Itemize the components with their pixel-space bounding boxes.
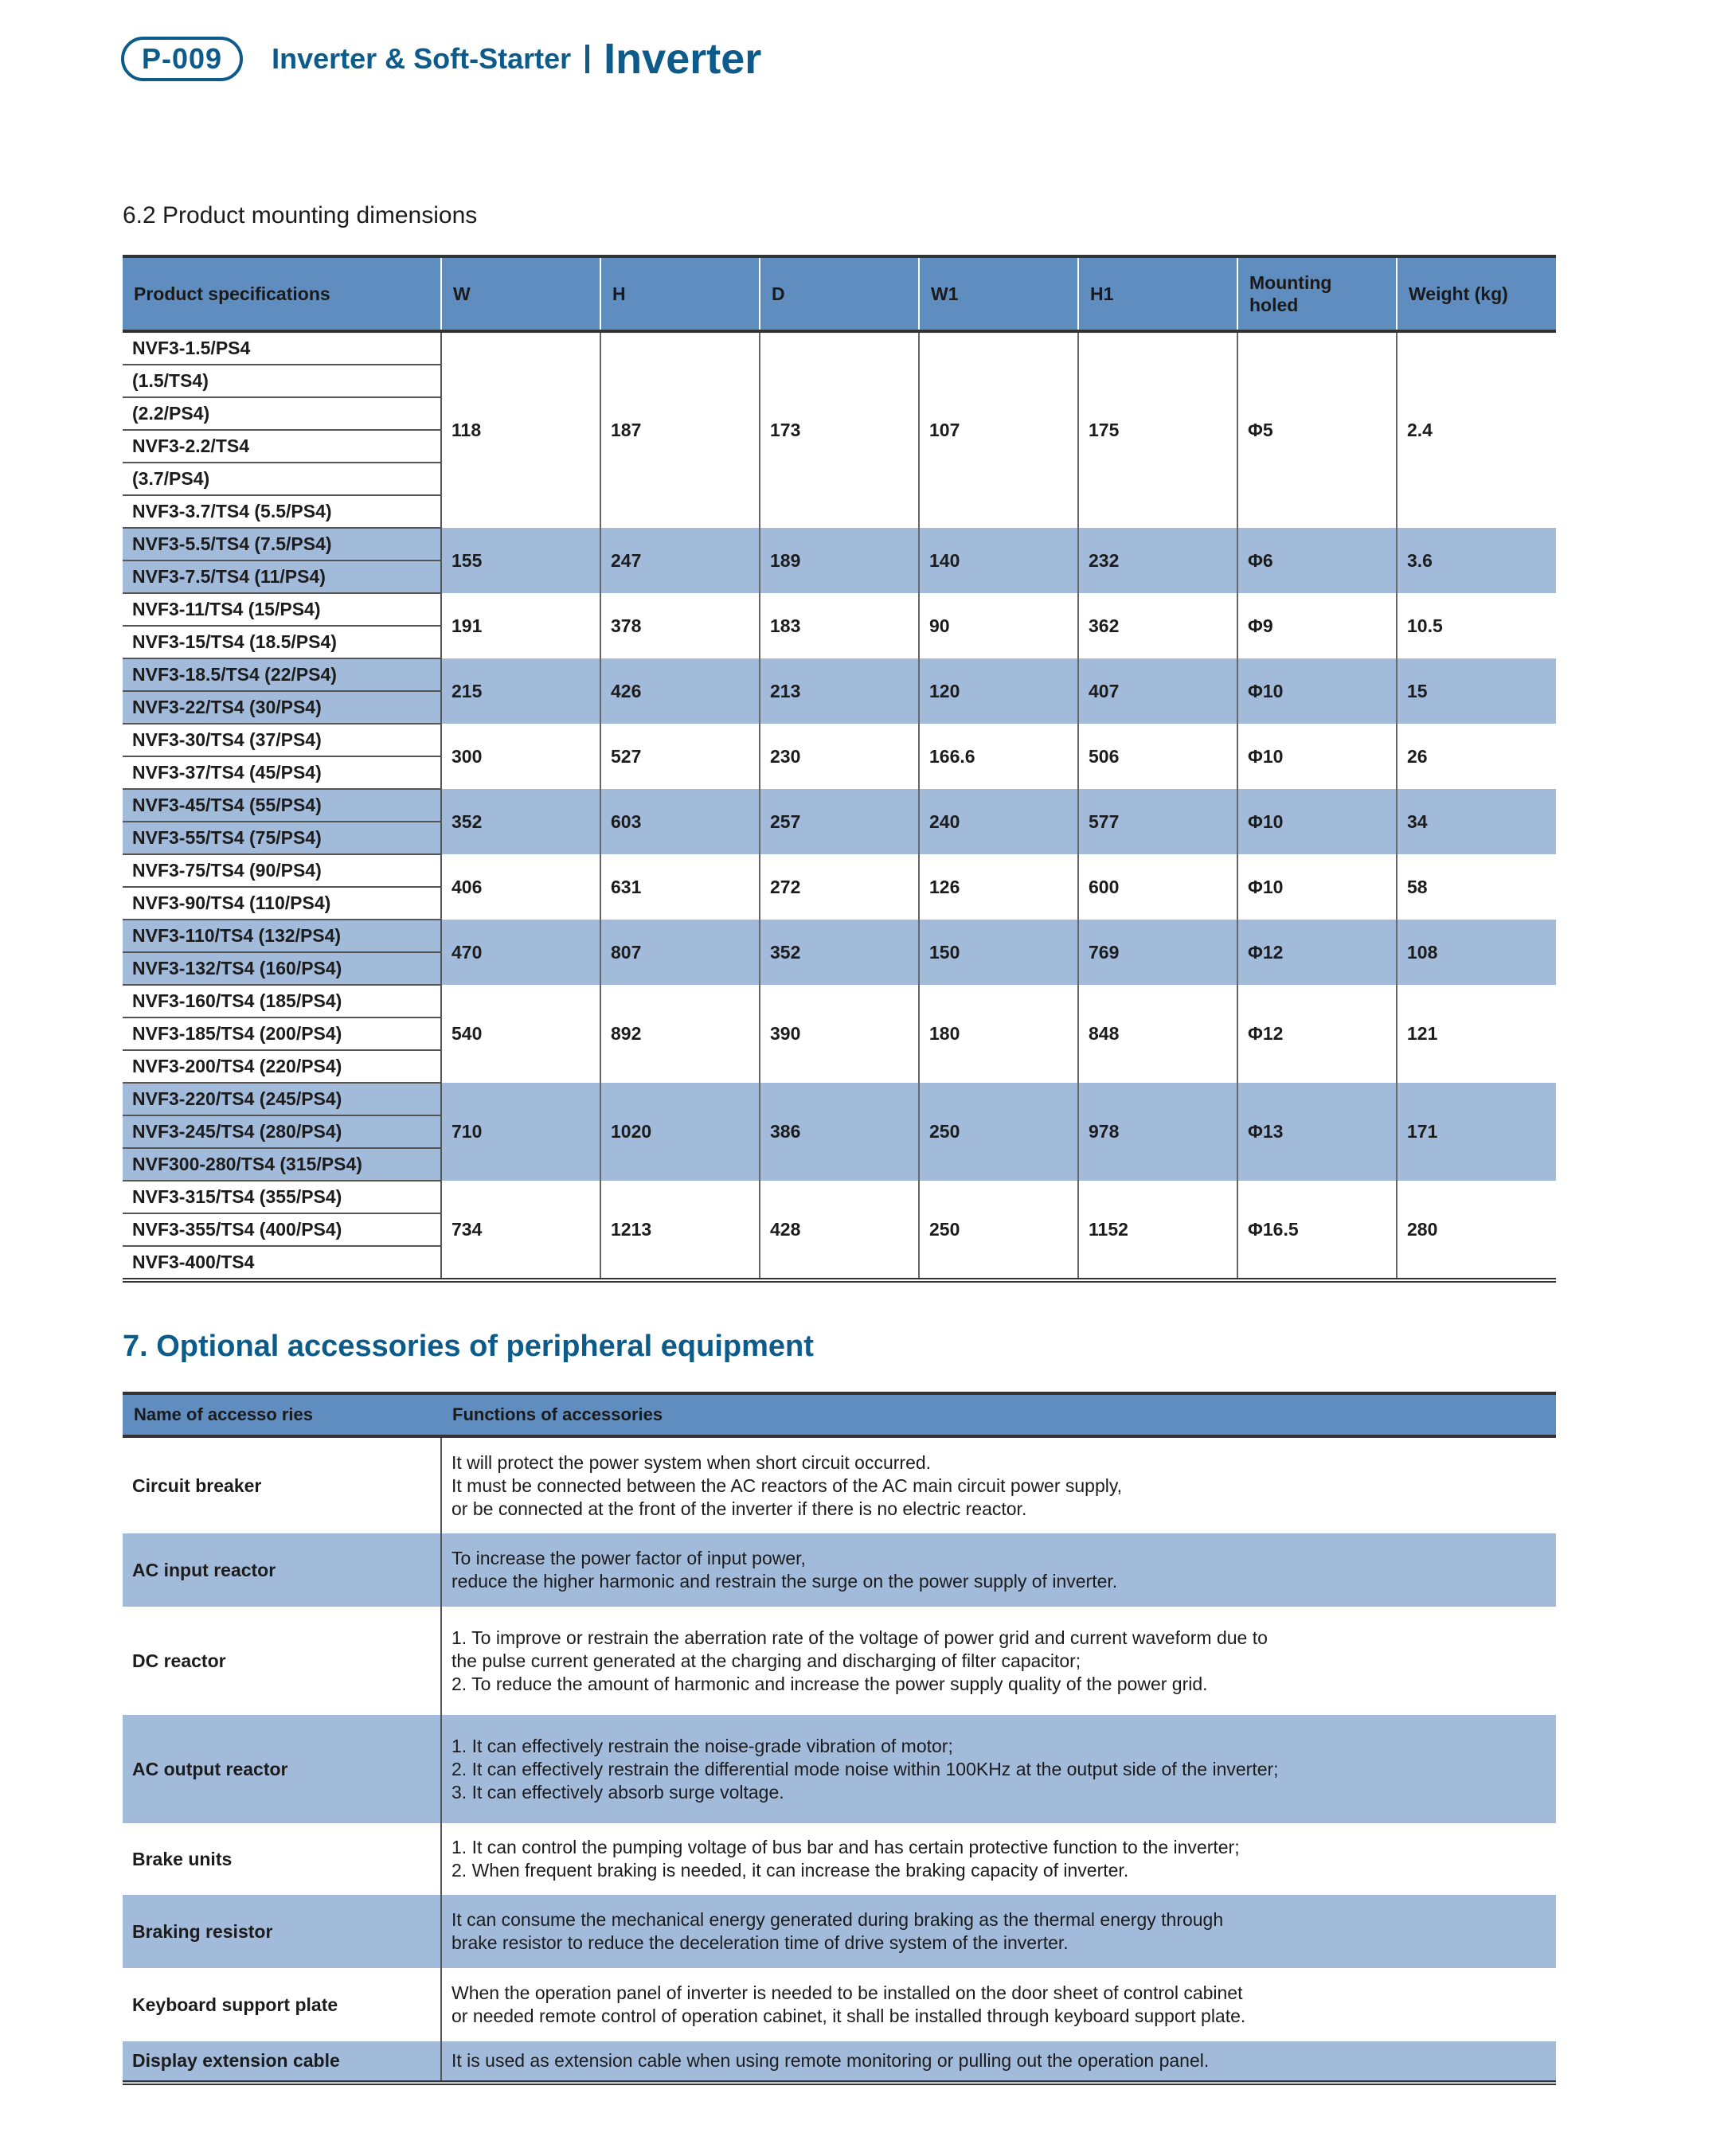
table-row xyxy=(123,724,1556,756)
page-code-badge: P-009 xyxy=(121,37,243,81)
d-cell: 428 xyxy=(760,1181,919,1280)
mounting-dimensions-table xyxy=(123,255,1556,1283)
h-cell: 247 xyxy=(600,528,760,593)
weight-cell: 10.5 xyxy=(1397,593,1556,658)
accessories-section-title: 7. Optional accessories of peripheral equipment xyxy=(123,1330,814,1363)
function-text-line: It can consume the mechanical energy generated during braking as the thermal energy through xyxy=(452,1909,1224,1930)
product-spec-cell: NVF3-400/TS4 xyxy=(123,1246,441,1280)
w1-cell: 90 xyxy=(919,593,1078,658)
mounting-hole-cell: Φ12 xyxy=(1237,985,1397,1083)
h1-cell: 1152 xyxy=(1078,1181,1237,1280)
header-weight: Weight (kg) xyxy=(1397,256,1556,331)
function-text-line: reduce the higher harmonic and restrain the surge on the power supply of inverter. xyxy=(452,1571,1118,1592)
h-cell: 1020 xyxy=(600,1083,760,1181)
w-cell: 215 xyxy=(441,658,600,724)
table-row xyxy=(123,985,1556,1017)
weight-cell: 171 xyxy=(1397,1083,1556,1181)
product-spec-cell: NVF3-2.2/TS4 xyxy=(123,430,441,463)
table-row xyxy=(123,920,1556,952)
dimensions-section-title: 6.2 Product mounting dimensions xyxy=(123,202,478,228)
weight-cell: 2.4 xyxy=(1397,331,1556,528)
d-cell: 230 xyxy=(760,724,919,789)
product-spec-cell: NVF3-18.5/TS4 (22/PS4) xyxy=(123,658,441,691)
h-cell: 187 xyxy=(600,331,760,528)
weight-cell: 26 xyxy=(1397,724,1556,789)
mounting-hole-cell: Φ10 xyxy=(1237,724,1397,789)
accessory-function-cell xyxy=(441,1823,1556,1895)
header-d: D xyxy=(760,256,919,331)
d-cell: 183 xyxy=(760,593,919,658)
accessory-name-cell: Display extension cable xyxy=(123,2041,441,2083)
product-spec-cell: NVF3-220/TS4 (245/PS4) xyxy=(123,1083,441,1115)
w1-cell: 250 xyxy=(919,1083,1078,1181)
h-cell: 527 xyxy=(600,724,760,789)
product-spec-cell: NVF3-160/TS4 (185/PS4) xyxy=(123,985,441,1017)
product-spec-cell: NVF3-37/TS4 (45/PS4) xyxy=(123,756,441,789)
w1-cell: 126 xyxy=(919,854,1078,920)
header-accessory-function: Functions of accessories xyxy=(441,1393,1556,1436)
table-row xyxy=(123,789,1556,822)
header-w1: W1 xyxy=(919,256,1078,331)
weight-cell: 280 xyxy=(1397,1181,1556,1280)
function-text-line: 2. When frequent braking is needed, it can increase the braking capacity of inverter. xyxy=(452,1860,1129,1881)
function-text-line: 1. It can control the pumping voltage of bus bar and has certain protective function to the inverter; xyxy=(452,1837,1240,1857)
table-row xyxy=(123,593,1556,626)
header-accessory-name: Name of accesso ries xyxy=(123,1393,441,1436)
mounting-hole-cell: Φ13 xyxy=(1237,1083,1397,1181)
h1-cell: 978 xyxy=(1078,1083,1237,1181)
product-spec-cell: NVF3-200/TS4 (220/PS4) xyxy=(123,1050,441,1083)
w1-cell: 140 xyxy=(919,528,1078,593)
h1-cell: 848 xyxy=(1078,985,1237,1083)
table-row xyxy=(123,528,1556,560)
accessory-function-cell xyxy=(441,1968,1556,2041)
table-row xyxy=(123,1436,1556,1533)
product-spec-cell: NVF3-11/TS4 (15/PS4) xyxy=(123,593,441,626)
h1-cell: 407 xyxy=(1078,658,1237,724)
function-text-line: To increase the power factor of input power, xyxy=(452,1548,806,1568)
accessory-name-cell: AC output reactor xyxy=(123,1715,441,1823)
h-cell: 631 xyxy=(600,854,760,920)
header-product-specifications: Product specifications xyxy=(123,256,441,331)
function-text-line: or be connected at the front of the inverter if there is no electric reactor. xyxy=(452,1498,1027,1519)
accessory-function-cell xyxy=(441,2041,1556,2083)
h1-cell: 769 xyxy=(1078,920,1237,985)
h1-cell: 600 xyxy=(1078,854,1237,920)
function-text-line: brake resistor to reduce the deceleration time of drive system of the inverter. xyxy=(452,1932,1069,1953)
product-spec-cell: NVF3-110/TS4 (132/PS4) xyxy=(123,920,441,952)
mounting-hole-cell: Φ10 xyxy=(1237,789,1397,854)
h1-cell: 506 xyxy=(1078,724,1237,789)
w1-cell: 120 xyxy=(919,658,1078,724)
table-row xyxy=(123,1533,1556,1607)
product-spec-cell: NVF3-3.7/TS4 (5.5/PS4) xyxy=(123,495,441,528)
h-cell: 807 xyxy=(600,920,760,985)
d-cell: 352 xyxy=(760,920,919,985)
header-divider xyxy=(585,45,589,73)
accessory-name-cell: Keyboard support plate xyxy=(123,1968,441,2041)
table-row xyxy=(123,658,1556,691)
weight-cell: 121 xyxy=(1397,985,1556,1083)
accessory-function-cell xyxy=(441,1436,1556,1533)
accessory-function-cell xyxy=(441,1533,1556,1607)
h1-cell: 175 xyxy=(1078,331,1237,528)
category-label: Inverter & Soft-Starter xyxy=(272,42,572,75)
mounting-hole-cell: Φ9 xyxy=(1237,593,1397,658)
w-cell: 470 xyxy=(441,920,600,985)
table-row xyxy=(123,854,1556,887)
function-text-line: It will protect the power system when short circuit occurred. xyxy=(452,1451,932,1473)
function-text-line: 2. It can effectively restrain the differential mode noise within 100KHz at the output side of the inverter; xyxy=(452,1758,1279,1779)
table-header-row xyxy=(123,256,1556,331)
product-spec-cell: NVF3-132/TS4 (160/PS4) xyxy=(123,952,441,985)
product-spec-cell: (2.2/PS4) xyxy=(123,397,441,430)
accessory-function-cell xyxy=(441,1715,1556,1823)
product-spec-cell: NVF3-245/TS4 (280/PS4) xyxy=(123,1115,441,1148)
header-h1: H1 xyxy=(1078,256,1237,331)
accessory-name-cell: Braking resistor xyxy=(123,1895,441,1968)
weight-cell: 3.6 xyxy=(1397,528,1556,593)
header-mounting-holed: Mounting holed xyxy=(1237,256,1397,331)
h1-cell: 577 xyxy=(1078,789,1237,854)
mounting-hole-cell: Φ6 xyxy=(1237,528,1397,593)
table-row xyxy=(123,1895,1556,1968)
header-w: W xyxy=(441,256,600,331)
w1-cell: 180 xyxy=(919,985,1078,1083)
w1-cell: 107 xyxy=(919,331,1078,528)
w-cell: 710 xyxy=(441,1083,600,1181)
d-cell: 390 xyxy=(760,985,919,1083)
accessory-name-cell: Brake units xyxy=(123,1823,441,1895)
function-text-line: 2. To reduce the amount of harmonic and increase the power supply quality of the power grid. xyxy=(452,1673,1208,1694)
h-cell: 378 xyxy=(600,593,760,658)
product-spec-cell: NVF3-185/TS4 (200/PS4) xyxy=(123,1017,441,1050)
product-spec-cell: NVF3-45/TS4 (55/PS4) xyxy=(123,789,441,822)
accessory-name-cell: DC reactor xyxy=(123,1607,441,1715)
product-spec-cell: NVF3-22/TS4 (30/PS4) xyxy=(123,691,441,724)
weight-cell: 108 xyxy=(1397,920,1556,985)
table-row xyxy=(123,1181,1556,1213)
function-text-line: or needed remote control of operation cabinet, it shall be installed through keyboard support plate. xyxy=(452,2006,1246,2026)
product-spec-cell: NVF3-55/TS4 (75/PS4) xyxy=(123,822,441,854)
product-spec-cell: NVF300-280/TS4 (315/PS4) xyxy=(123,1148,441,1181)
table-row xyxy=(123,1968,1556,2041)
page-header xyxy=(121,35,761,83)
function-text-line: 1. To improve or restrain the aberration rate of the voltage of power grid and current waveform due to xyxy=(452,1627,1268,1648)
function-text-line: When the operation panel of inverter is needed to be installed on the door sheet of control cabinet xyxy=(452,1982,1243,2003)
accessories-table xyxy=(123,1392,1556,2085)
table-row xyxy=(123,1083,1556,1115)
product-spec-cell: NVF3-15/TS4 (18.5/PS4) xyxy=(123,626,441,658)
w1-cell: 240 xyxy=(919,789,1078,854)
mounting-hole-cell: Φ5 xyxy=(1237,331,1397,528)
product-spec-cell: NVF3-30/TS4 (37/PS4) xyxy=(123,724,441,756)
w1-cell: 150 xyxy=(919,920,1078,985)
product-spec-cell: NVF3-5.5/TS4 (7.5/PS4) xyxy=(123,528,441,560)
accessory-name-cell: Circuit breaker xyxy=(123,1436,441,1533)
header-h: H xyxy=(600,256,760,331)
product-spec-cell: (3.7/PS4) xyxy=(123,463,441,495)
function-text-line: It is used as extension cable when using remote monitoring or pulling out the operation panel. xyxy=(452,2050,1210,2071)
table-row xyxy=(123,331,1556,365)
w-cell: 352 xyxy=(441,789,600,854)
d-cell: 386 xyxy=(760,1083,919,1181)
product-spec-cell: NVF3-7.5/TS4 (11/PS4) xyxy=(123,560,441,593)
mounting-hole-cell: Φ12 xyxy=(1237,920,1397,985)
w-cell: 406 xyxy=(441,854,600,920)
function-text-line: 3. It can effectively absorb surge voltage. xyxy=(452,1781,784,1803)
mounting-hole-cell: Φ10 xyxy=(1237,658,1397,724)
product-spec-cell: NVF3-355/TS4 (400/PS4) xyxy=(123,1213,441,1246)
weight-cell: 34 xyxy=(1397,789,1556,854)
accessory-name-cell: AC input reactor xyxy=(123,1533,441,1607)
product-spec-cell: NVF3-90/TS4 (110/PS4) xyxy=(123,887,441,920)
w-cell: 191 xyxy=(441,593,600,658)
w-cell: 118 xyxy=(441,331,600,528)
h-cell: 603 xyxy=(600,789,760,854)
w1-cell: 250 xyxy=(919,1181,1078,1280)
table-row xyxy=(123,1715,1556,1823)
w1-cell: 166.6 xyxy=(919,724,1078,789)
weight-cell: 58 xyxy=(1397,854,1556,920)
table-row xyxy=(123,1823,1556,1895)
accessory-function-cell xyxy=(441,1895,1556,1968)
table-row xyxy=(123,1607,1556,1715)
h1-cell: 232 xyxy=(1078,528,1237,593)
d-cell: 173 xyxy=(760,331,919,528)
d-cell: 272 xyxy=(760,854,919,920)
product-spec-cell: NVF3-315/TS4 (355/PS4) xyxy=(123,1181,441,1213)
d-cell: 257 xyxy=(760,789,919,854)
page-title: Inverter xyxy=(604,35,762,83)
function-text-line: 1. It can effectively restrain the noise-grade vibration of motor; xyxy=(452,1735,953,1756)
mounting-hole-cell: Φ16.5 xyxy=(1237,1181,1397,1280)
h-cell: 426 xyxy=(600,658,760,724)
h-cell: 892 xyxy=(600,985,760,1083)
w-cell: 300 xyxy=(441,724,600,789)
w-cell: 734 xyxy=(441,1181,600,1280)
h1-cell: 362 xyxy=(1078,593,1237,658)
h-cell: 1213 xyxy=(600,1181,760,1280)
w-cell: 155 xyxy=(441,528,600,593)
product-spec-cell: NVF3-75/TS4 (90/PS4) xyxy=(123,854,441,887)
table-row xyxy=(123,2041,1556,2083)
product-spec-cell: (1.5/TS4) xyxy=(123,365,441,397)
mounting-hole-cell: Φ10 xyxy=(1237,854,1397,920)
product-spec-cell: NVF3-1.5/PS4 xyxy=(123,331,441,365)
d-cell: 213 xyxy=(760,658,919,724)
w-cell: 540 xyxy=(441,985,600,1083)
function-text-line: It must be connected between the AC reactors of the AC main circuit power supply, xyxy=(452,1474,1123,1496)
accessory-function-cell xyxy=(441,1607,1556,1715)
function-text-line: the pulse current generated at the charging and discharging of filter capacitor; xyxy=(452,1650,1081,1671)
table-header-row xyxy=(123,1393,1556,1436)
d-cell: 189 xyxy=(760,528,919,593)
weight-cell: 15 xyxy=(1397,658,1556,724)
